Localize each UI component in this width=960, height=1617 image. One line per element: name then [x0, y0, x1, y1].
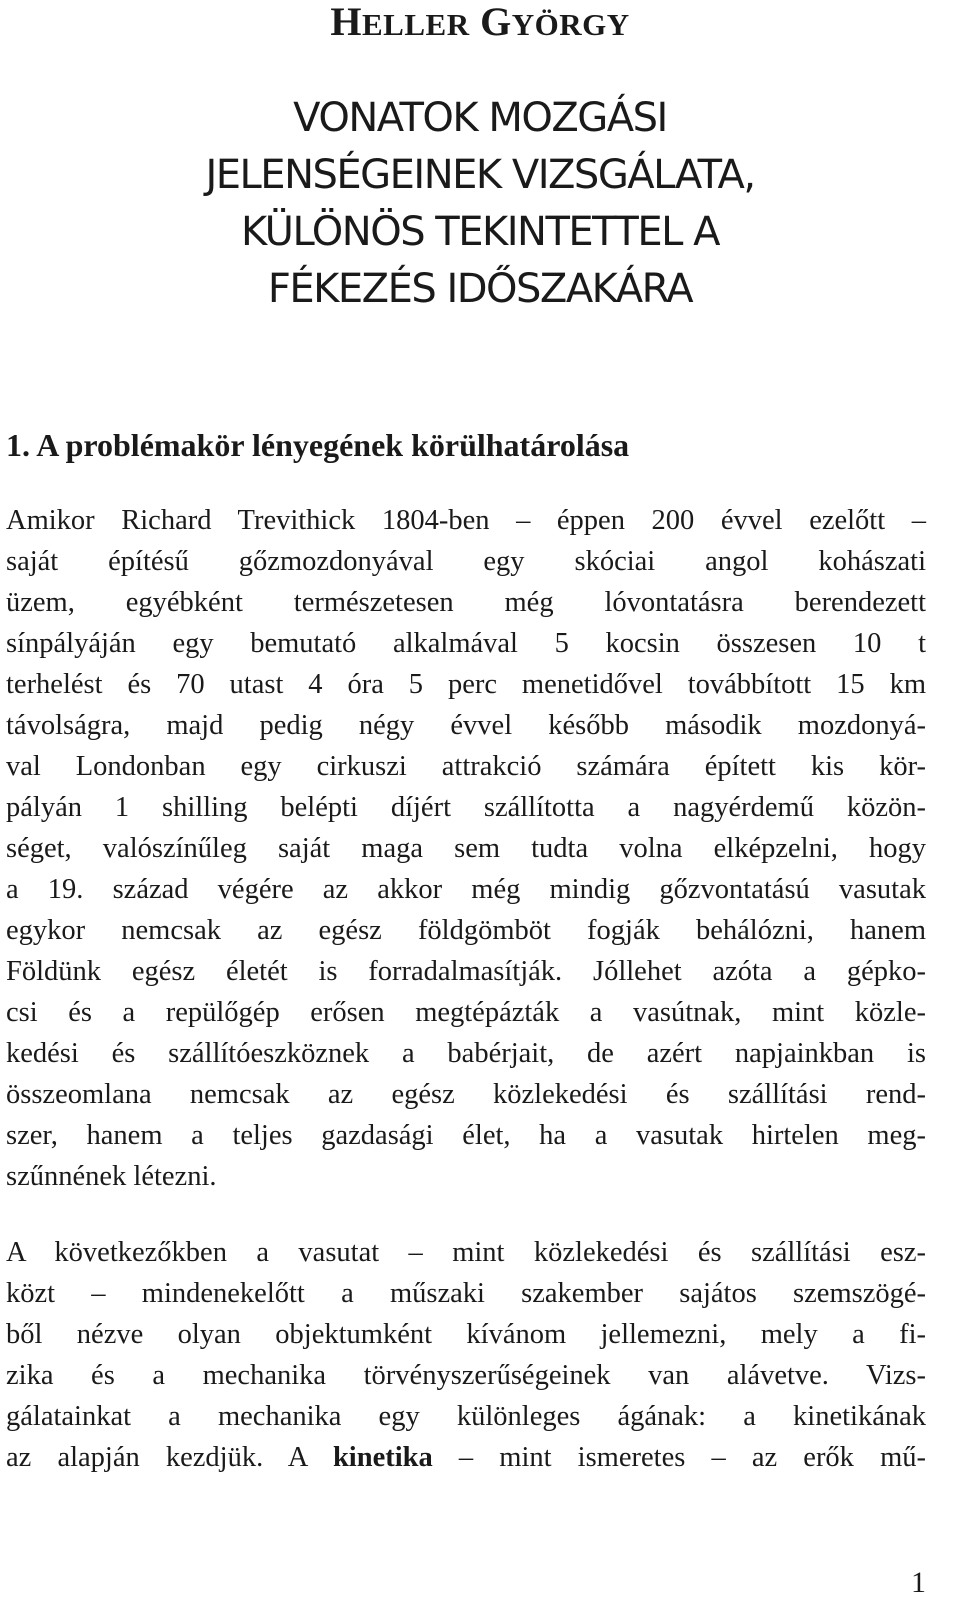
- text-line: zika és a mechanika törvényszerűségeinek van alávetve. Vizs-: [6, 1360, 926, 1391]
- text-line: saját építésű gőzmozdonyával egy skóciai angol kohászati: [6, 546, 926, 577]
- author-surname-rest: ELLER: [362, 7, 470, 42]
- text-line: terhelést és 70 utast 4 óra 5 perc menetidővel továbbított 15 km: [6, 669, 926, 700]
- text-line: üzem, egyébként természetesen még lóvontatásra berendezett: [6, 587, 926, 618]
- text-line: sínpályáján egy bemutató alkalmával 5 kocsin összesen 10 t: [6, 628, 926, 659]
- section-heading: 1. A problémakör lényegének körülhatárolása: [6, 427, 630, 463]
- text-line: egykor nemcsak az egész földgömböt fogják behálózni, hanem: [6, 915, 926, 946]
- text-line: pályán 1 shilling belépti díjért szállította a nagyérdemű közön-: [6, 792, 926, 823]
- text-line: csi és a repülőgép erősen megtépázták a vasútnak, mint közle-: [6, 997, 926, 1028]
- text-line: a 19. század végére az akkor még mindig gőzvontatású vasutak: [6, 874, 926, 905]
- title-line: FÉKEZÉS IDŐSZAKÁRA: [267, 266, 693, 312]
- text-line: kedési és szállítóeszköznek a babérjait, de azért napjainkban is: [6, 1038, 926, 1069]
- text-line: A következőkben a vasutat – mint közlekedési és szállítási esz-: [6, 1237, 926, 1268]
- text-line: szer, hanem a teljes gazdasági élet, ha a vasutak hirtelen meg-: [6, 1120, 926, 1151]
- page-number: 1: [911, 1566, 926, 1599]
- author-initial: H: [330, 0, 362, 44]
- line-prefix: az alapján kezdjük. A: [6, 1442, 333, 1473]
- author-initial: G: [480, 0, 512, 44]
- text-line: séget, valószínűleg saját maga sem tudta volna elképzelni, hogy: [6, 833, 926, 864]
- text-line: Amikor Richard Trevithick 1804-ben – éppen 200 évvel ezelőtt –: [6, 505, 926, 536]
- title-line: KÜLÖNÖS TEKINTETTEL A: [241, 209, 719, 255]
- text-line: gálatainkat a mechanika egy különleges ágának: a kinetikának: [6, 1401, 926, 1432]
- author-given-rest: YÖRGY: [511, 7, 630, 42]
- title-line: VONATOK MOZGÁSI: [293, 95, 667, 141]
- text-line: szűnnének létezni.: [6, 1161, 217, 1192]
- paragraph-2: [6, 1232, 926, 1478]
- bold-term: kinetika: [332, 1442, 433, 1473]
- paragraph-1: [6, 500, 926, 1197]
- text-line: távolságra, majd pedig négy évvel később második mozdonyá-: [6, 710, 926, 741]
- author-name: [0, 0, 960, 47]
- text-line: Földünk egész életét is forradalmasítják. Jóllehet azóta a gépko-: [6, 956, 926, 987]
- text-line: közt – mindenekelőtt a műszaki szakember sajátos szemszögé-: [6, 1278, 926, 1309]
- text-line: összeomlana nemcsak az egész közlekedési és szállítási rend-: [6, 1079, 926, 1110]
- title-line: JELENSÉGEINEK VIZSGÁLATA,: [205, 152, 755, 198]
- text-line-with-term: [6, 1437, 926, 1478]
- text-line: val Londonban egy cirkuszi attrakció számára épített kis kör-: [6, 751, 926, 782]
- text-line: ből nézve olyan objektumként kívánom jellemezni, mely a fi-: [6, 1319, 926, 1350]
- document-title: [30, 90, 930, 318]
- line-suffix: – mint ismeretes – az erők mű-: [432, 1442, 926, 1473]
